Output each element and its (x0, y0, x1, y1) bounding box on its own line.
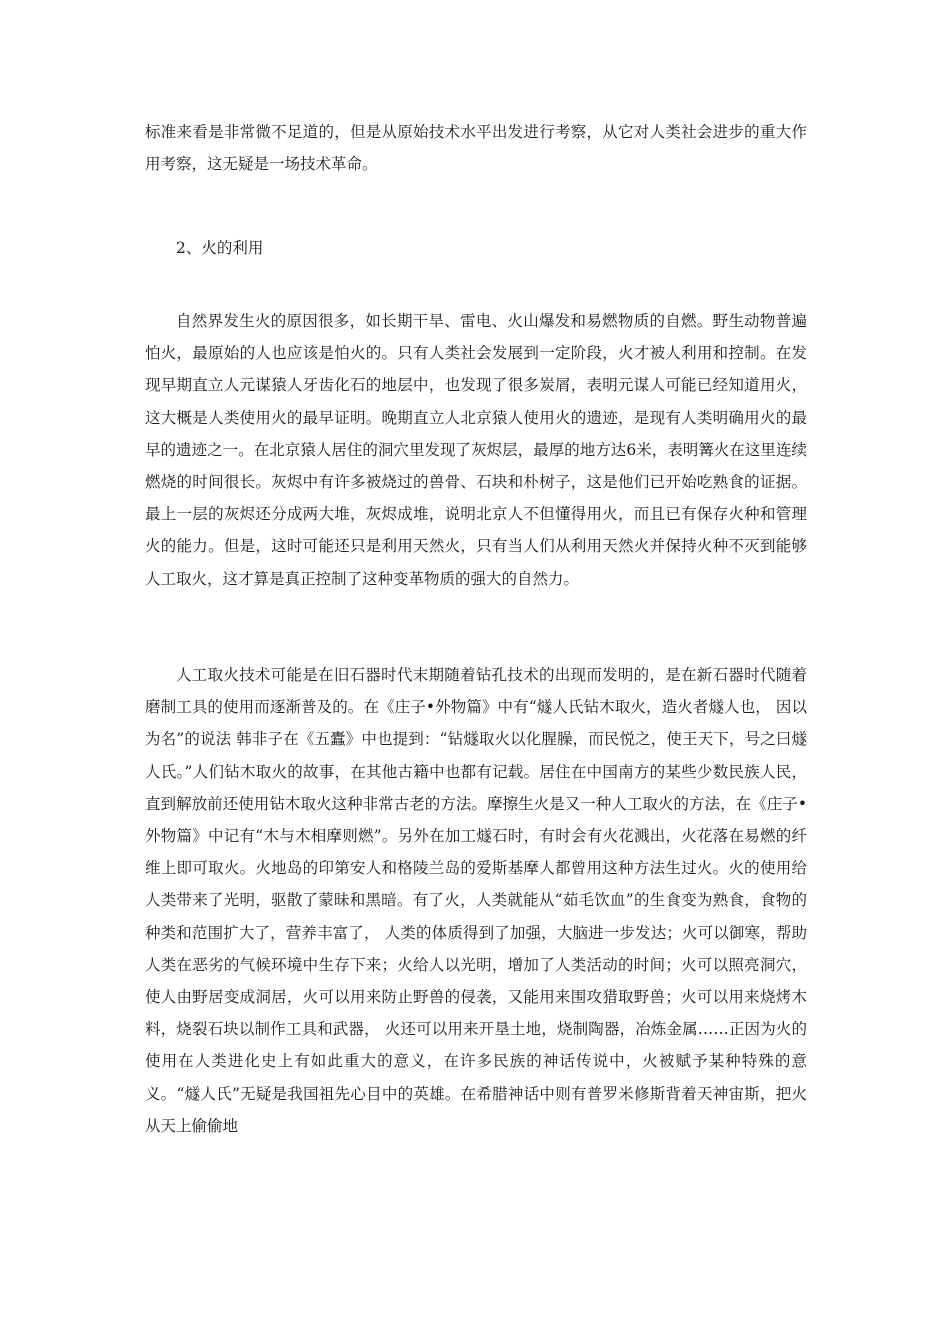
body-paragraph-artificial-fire: 人工取火技术可能是在旧石器时代末期随着钻孔技术的出现而发明的，是在新石器时代随着磨制工具的使用而逐渐普及的。在《庄子•外物篇》中有“燧人氏钻木取火，造火者燧人也， 因以为名”的说法 韩非子在《五蠹》中也提到：“钻燧取火以化腥臊，而民悦之，使王天下，号之曰燧人氏。”人们钻木取火的故事，在其他古籍中也都有记载。居住在中国南方的某些少数民族人民，直到解放前还使用钻木取火这种非常古老的方法。摩擦生火是又一种人工取火的方法，在《庄子• 外物篇》中记有“木与木相摩则燃”。另外在加工燧石时，有时会有火花溅出，火花落在易燃的纤维上即可取火。火地岛的印第安人和格陵兰岛的爱斯基摩人都曾用这种方法生过火。火的使用给人类带来了光明，驱散了蒙昧和黑暗。有了火，人类就能从“茹毛饮血”的生食变为熟食，食物的种类和范围扩大了，营养丰富了， 人类的体质得到了加强，大脑进一步发达；火可以御寒，帮助人类在恶劣的气候环境中生存下来；火给人以光明，增加了人类活动的时间；火可以照亮洞穴，使人由野居变成洞居，火可以用来防止野兽的侵袭，又能用来围攻猎取野兽；火可以用来烧烤木料，烧裂石块以制作工具和武器， 火还可以用来开垦土地，烧制陶器，冶炼金属……正因为火的使用在人类进化史上有如此重大的意义，在许多民族的神话传说中，火被赋予某种特殊的意义。“燧人氏”无疑是我国祖先心目中的英雄。在希腊神话中则有普罗米修斯背着天神宙斯，把火从天上偷偷地 (145, 666, 807, 1135)
continuation-paragraph: 标准来看是非常微不足道的，但是从原始技术水平出发进行考察，从它对人类社会进步的重大作用考察，这无疑是一场技术革命。 (145, 123, 807, 174)
section-heading: 2、火的利用 (176, 239, 264, 257)
body-paragraph-fire-origins: 自然界发生火的原因很多，如长期干旱、雷电、火山爆发和易燃物质的自燃。野生动物普遍怕火，最原始的人也应该是怕火的。只有人类社会发展到一定阶段，火才被人利用和控制。在发现早期直立人元谋猿人牙齿化石的地层中，也发现了很多炭屑，表明元谋人可能已经知道用火，这大概是人类使用火的最早证明。晚期直立人北京猿人使用火的遗迹，是现有人类明确用火的最早的遗迹之一。在北京猿人居住的洞穴里发现了灰烬层，最厚的地方达6米，表明篝火在这里连续燃烧的时间很长。灰烬中有许多被烧过的兽骨、石块和朴树子，这是他们已开始吃熟食的证据。最上一层的灰烬还分成两大堆，灰烬成堆，说明北京人不但懂得用火，而且已有保存火种和管理火的能力。但是，这时可能还只是利用天然火，只有当人们从利用天然火并保持火种不灭到能够人工取火，这才算是真正控制了这种变革物质的强大的自然力。 (145, 312, 807, 588)
